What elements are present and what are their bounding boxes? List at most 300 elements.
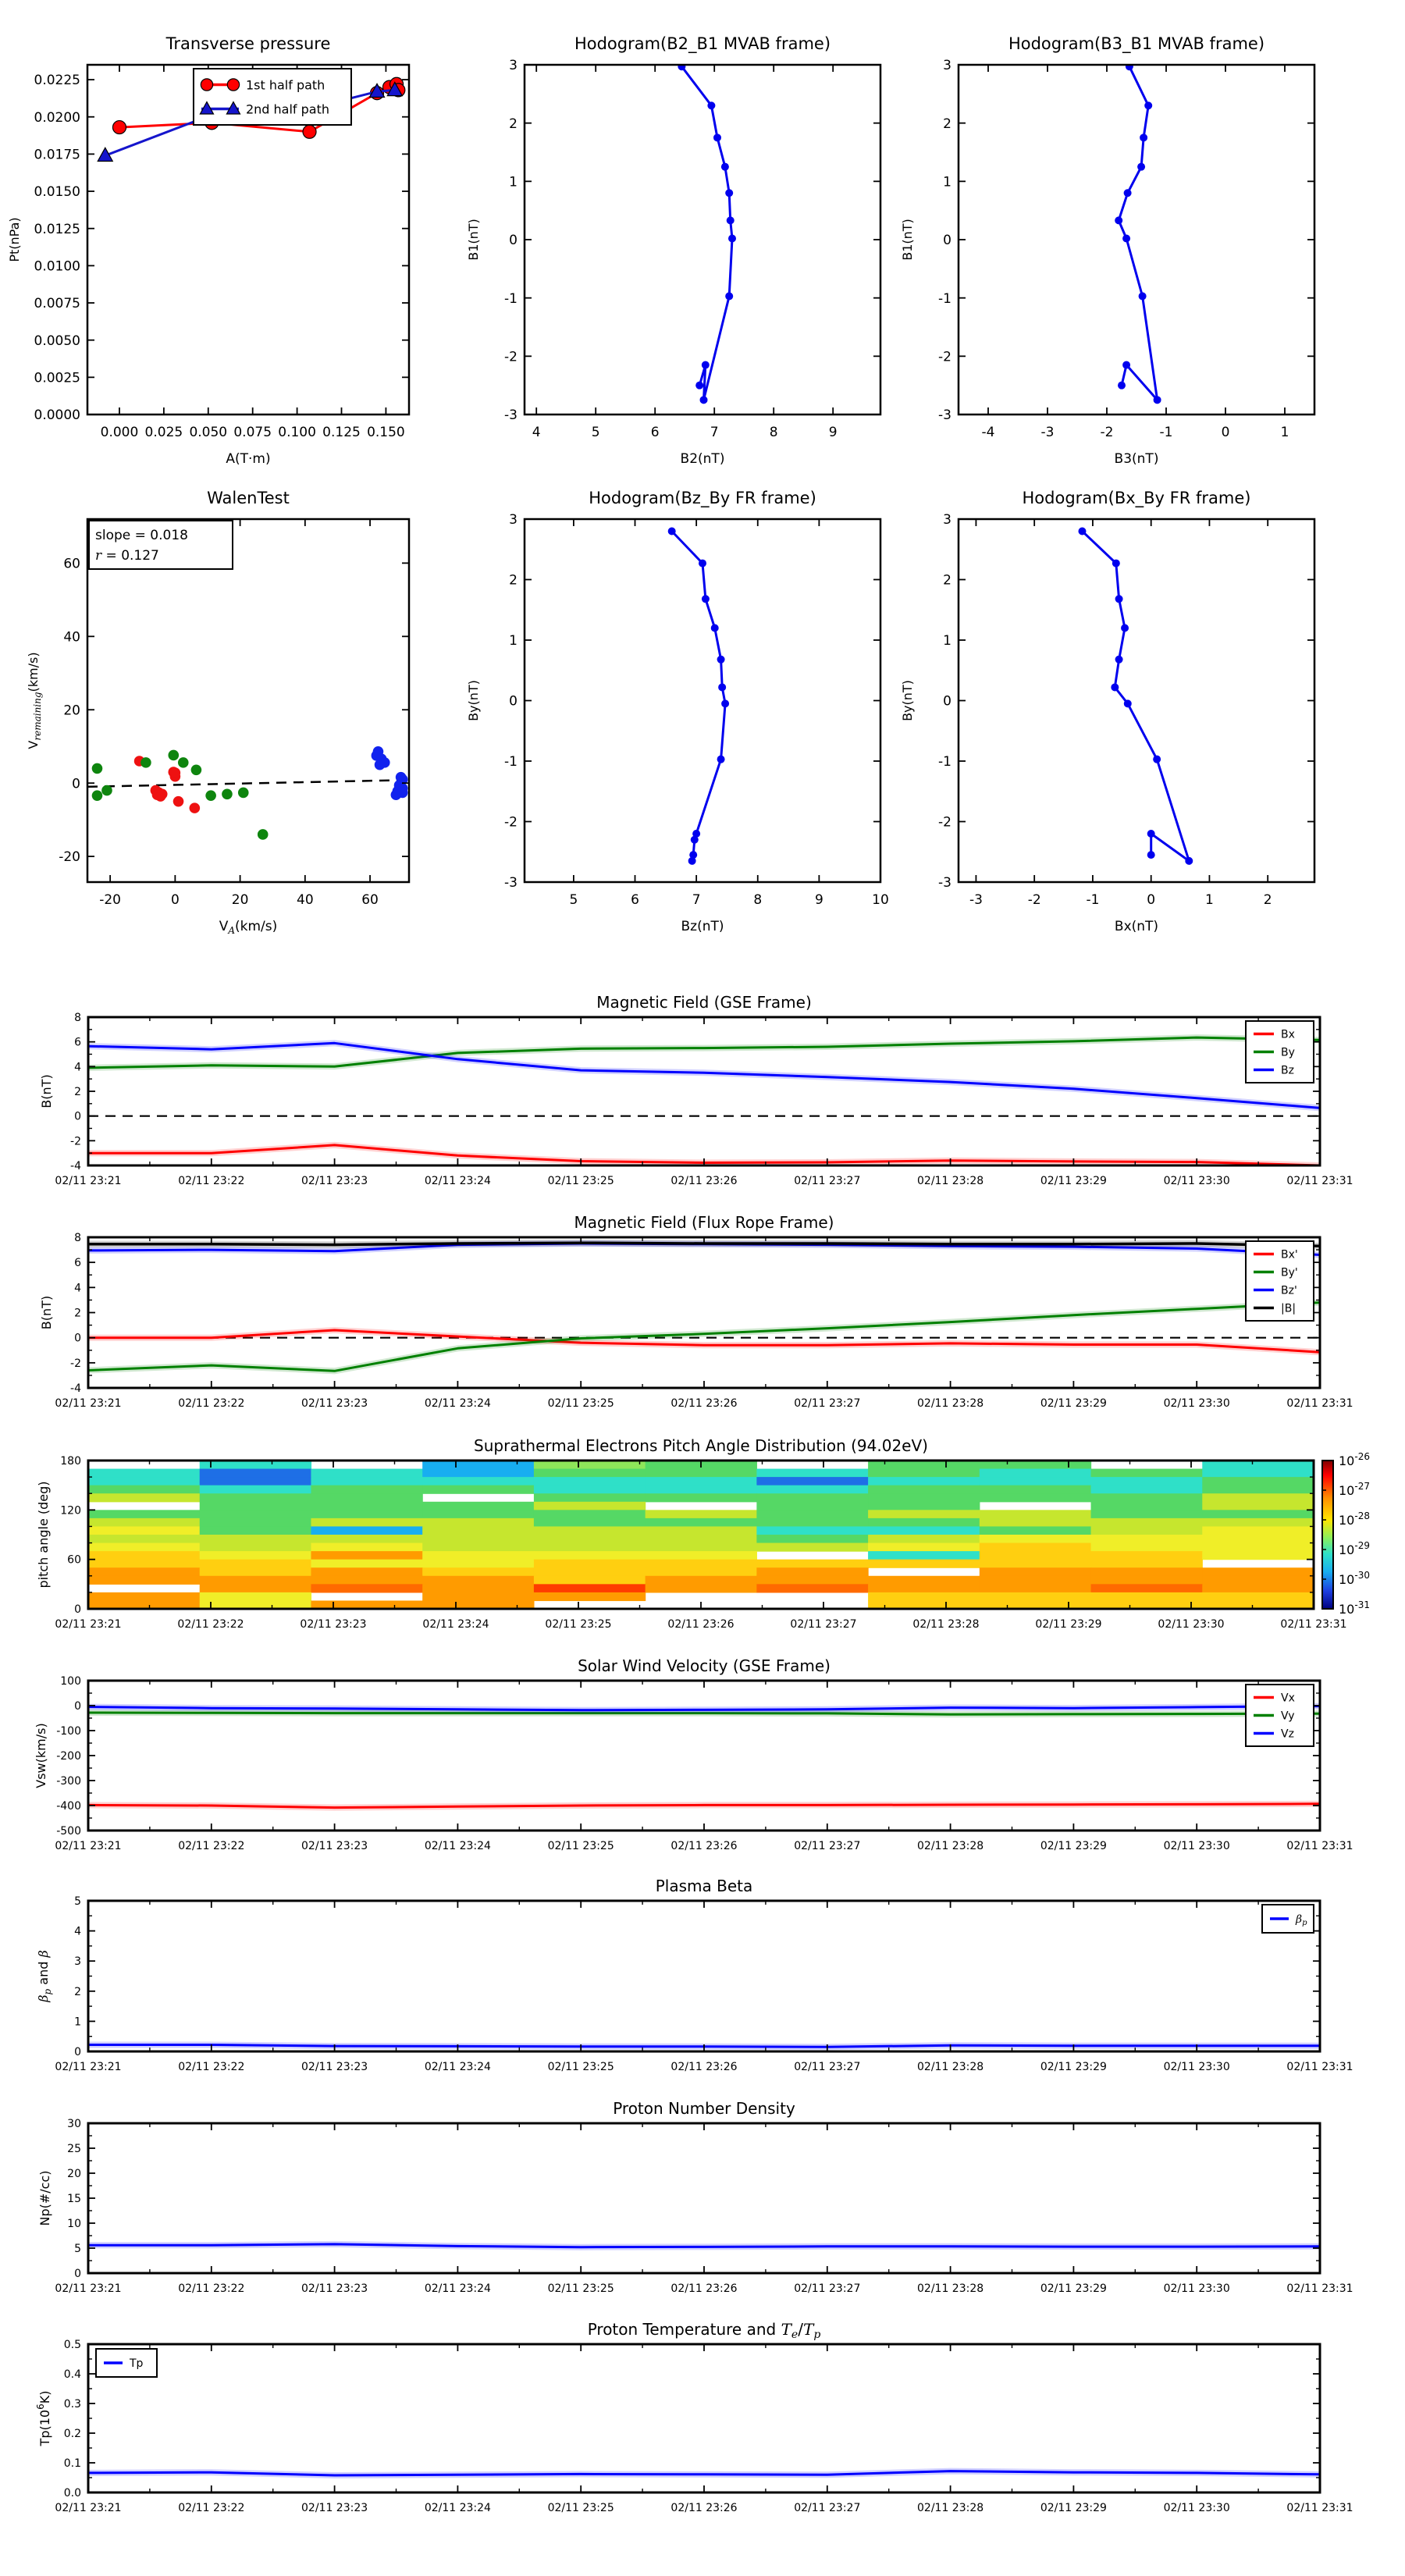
x-tick-label: 7: [692, 892, 701, 908]
y-tick-label: 2: [74, 1086, 81, 1099]
x-tick-label: 2: [1263, 892, 1272, 908]
x-tick-label: 02/11 23:31: [1280, 1618, 1347, 1631]
axis-ticks: [959, 519, 1314, 882]
x-tick-label: 02/11 23:27: [794, 1840, 861, 1852]
chart-title: Proton Number Density: [613, 2099, 795, 2118]
x-axis-label: B2(nT): [680, 451, 725, 467]
x-tick-label: 10: [872, 892, 889, 908]
legend: [1262, 1905, 1314, 1933]
x-tick-label: 02/11 23:30: [1163, 2061, 1230, 2073]
x-tick-label: 02/11 23:28: [917, 1397, 984, 1410]
dashed-reference-line: [87, 780, 409, 787]
svg-text:B(nT): B(nT): [39, 1295, 54, 1330]
y-tick-label: 6: [74, 1036, 81, 1049]
series-B3vsB1: [1115, 62, 1161, 404]
x-axis-label: B3(nT): [1114, 451, 1159, 467]
x-tick-label: 02/11 23:31: [1286, 2282, 1353, 2295]
axes-frame: [525, 65, 880, 415]
panel-hodogram_b3b1: [880, 30, 1405, 485]
y-tick-label: -1: [938, 754, 951, 770]
y-tick-label: 0.0150: [34, 184, 80, 201]
x-tick-label: 02/11 23:24: [424, 1840, 491, 1852]
x-tick-label: 6: [631, 892, 639, 908]
y-tick-label: 0.0000: [34, 407, 80, 424]
y-tick-label: -2: [938, 814, 951, 831]
y-tick-label: 0.2: [63, 2428, 81, 2441]
y-axis-label: [39, 1074, 54, 1108]
y-tick-label: 1: [509, 174, 518, 190]
y-tick-label: 0: [943, 693, 951, 710]
svg-text:Pt(nPa): Pt(nPa): [7, 217, 22, 262]
x-tick-label: 02/11 23:24: [424, 2282, 491, 2295]
svg-text:B1(nT): B1(nT): [900, 219, 915, 261]
x-tick-label: 02/11 23:27: [790, 1618, 857, 1631]
x-tick-label: 02/11 23:23: [301, 1397, 368, 1410]
axes-frame: [959, 65, 1314, 415]
y-tick-label: 1: [74, 2016, 81, 2029]
x-tick-label: 02/11 23:27: [794, 2061, 861, 2073]
panel-hodogram_bxby: [880, 484, 1405, 952]
y-tick-label: 0: [943, 233, 951, 249]
x-tick-label: 02/11 23:21: [55, 1175, 122, 1187]
y-tick-label: 3: [74, 1955, 81, 1969]
y-axis-label: [26, 652, 43, 749]
y-tick-label: -4: [70, 1160, 81, 1173]
x-tick-label: 02/11 23:31: [1286, 1840, 1353, 1852]
panel-pitch_angle: [10, 1425, 1405, 1679]
legend-entry-label: By': [1281, 1266, 1298, 1279]
x-tick-label: 0: [1147, 892, 1156, 908]
y-tick-label: -500: [56, 1825, 81, 1838]
legend-entry-label: Bz': [1281, 1284, 1297, 1297]
x-tick-label: 20: [231, 892, 249, 908]
chart-title: Transverse pressure: [165, 34, 331, 53]
y-tick-label: 0.1: [63, 2457, 81, 2471]
y-axis-label: [900, 680, 915, 721]
axis-tick-labels: [34, 73, 405, 440]
axis-tick-labels: [938, 512, 1272, 908]
y-tick-label: 60: [63, 556, 80, 572]
axis-tick-labels: [938, 58, 1289, 440]
x-tick-label: 02/11 23:22: [177, 1618, 244, 1631]
y-tick-label: 20: [67, 2168, 81, 2181]
chart-title: Hodogram(B2_B1 MVAB frame): [574, 34, 831, 53]
y-tick-label: -2: [504, 814, 518, 831]
legend: [96, 2349, 157, 2377]
y-tick-label: 4: [74, 1061, 81, 1074]
x-tick-label: 02/11 23:22: [178, 1175, 245, 1187]
x-axis-label: A(T·m): [226, 451, 271, 467]
series-BxvsBy: [1078, 528, 1193, 865]
y-axis-label: [35, 2391, 52, 2447]
x-tick-label: 1: [1205, 892, 1214, 908]
y-tick-label: -200: [56, 1750, 81, 1763]
y-tick-label: 0.4: [63, 2368, 81, 2382]
svg-text:B(nT): B(nT): [39, 1074, 54, 1108]
x-tick-label: 02/11 23:27: [794, 1175, 861, 1187]
x-axis-label: $V_A(km/s)$: [219, 919, 278, 936]
y-tick-label: 0.5: [63, 2339, 81, 2352]
x-tick-label: 02/11 23:21: [55, 2502, 122, 2514]
x-tick-label: 0.025: [144, 425, 183, 440]
x-tick-label: 5: [591, 425, 600, 440]
y-tick-label: -100: [56, 1725, 81, 1738]
x-tick-label: 02/11 23:27: [794, 1397, 861, 1410]
x-tick-label: 02/11 23:24: [424, 1397, 491, 1410]
x-tick-label: 0.125: [322, 425, 361, 440]
x-tick-label: -3: [1040, 425, 1055, 440]
y-tick-label: 15: [67, 2193, 81, 2206]
x-tick-label: 02/11 23:22: [178, 1397, 245, 1410]
x-tick-label: 02/11 23:27: [794, 2502, 861, 2514]
y-axis-label: [36, 1950, 53, 2002]
x-tick-label: 02/11 23:24: [424, 2502, 491, 2514]
x-tick-label: 0: [170, 892, 180, 908]
legend: [1246, 1021, 1314, 1083]
y-tick-label: 120: [60, 1504, 81, 1517]
x-tick-label: 02/11 23:24: [424, 1175, 491, 1187]
chart-title: Hodogram(Bx_By FR frame): [1022, 489, 1251, 507]
x-tick-label: 02/11 23:28: [917, 1175, 984, 1187]
y-tick-label: -20: [59, 849, 80, 866]
x-tick-label: 02/11 23:24: [422, 1618, 489, 1631]
y-tick-label: 0.0225: [34, 73, 80, 89]
axes-frame: [88, 1901, 1320, 2051]
series-Vx: [88, 1804, 1320, 1808]
y-tick-label: 0.0175: [34, 147, 80, 163]
x-tick-label: 0.075: [233, 425, 272, 440]
chart-title: Hodogram(Bz_By FR frame): [589, 489, 816, 507]
y-tick-label: 10: [67, 2218, 81, 2231]
x-tick-label: 02/11 23:26: [670, 2502, 738, 2514]
y-tick-label: 5: [74, 2243, 81, 2256]
y-tick-label: 2: [943, 572, 951, 589]
svg-text:B1(nT): B1(nT): [466, 219, 481, 261]
x-tick-label: 0.000: [100, 425, 139, 440]
chart-title: Solar Wind Velocity (GSE Frame): [578, 1656, 831, 1675]
x-tick-label: 02/11 23:30: [1163, 1397, 1230, 1410]
axis-ticks: [88, 2123, 1320, 2273]
svg-text:By(nT): By(nT): [900, 680, 915, 721]
svg-text:Np(#/cc): Np(#/cc): [37, 2170, 52, 2226]
x-tick-label: 02/11 23:29: [1035, 1618, 1102, 1631]
y-tick-label: 0.0125: [34, 221, 80, 237]
x-tick-label: 02/11 23:23: [301, 1175, 368, 1187]
y-tick-label: 1: [943, 633, 951, 649]
y-axis-label: [900, 219, 915, 261]
y-tick-label: -1: [938, 290, 951, 307]
y-axis-label: [37, 2171, 52, 2226]
x-tick-label: 02/11 23:21: [55, 2282, 122, 2295]
series-BzvsBy: [668, 528, 729, 865]
y-tick-label: 0: [74, 2268, 81, 2281]
x-tick-label: 4: [532, 425, 541, 440]
y-tick-label: 40: [63, 629, 80, 646]
x-tick-label: 02/11 23:26: [667, 1618, 735, 1631]
chart-title: Proton Temperature and $T_e/T_p$: [587, 2320, 821, 2341]
x-tick-label: 02/11 23:28: [917, 1840, 984, 1852]
x-tick-label: 9: [828, 425, 838, 440]
y-tick-label: -1: [504, 754, 518, 770]
svg-text:βp and β: $\beta_p$ and β: [36, 1950, 53, 2002]
x-tick-label: 5: [569, 892, 578, 908]
y-tick-label: -300: [56, 1775, 81, 1788]
x-tick-label: 02/11 23:23: [301, 2282, 368, 2295]
chart-title: Suprathermal Electrons Pitch Angle Distribution (94.02eV): [474, 1436, 928, 1455]
y-tick-label: 3: [509, 512, 518, 528]
x-tick-label: 02/11 23:23: [300, 1618, 367, 1631]
legend-entry-label: Tp: [130, 2357, 144, 2371]
svg-text:Tp(106K): $Tp(10^6K)$: [35, 2390, 52, 2446]
svg-text:pitch angle (deg): pitch angle (deg): [36, 1481, 51, 1589]
x-tick-label: 02/11 23:29: [1040, 1840, 1107, 1852]
y-tick-label: 0: [74, 1110, 81, 1123]
x-tick-label: 02/11 23:22: [178, 1840, 245, 1852]
x-tick-label: 02/11 23:30: [1163, 1175, 1230, 1187]
y-tick-label: 60: [67, 1553, 81, 1567]
axis-tick-labels: [504, 512, 889, 908]
y-tick-label: 2: [74, 1985, 81, 1998]
legend-entry-label: Bx: [1281, 1028, 1295, 1041]
y-axis-label: [36, 1481, 51, 1588]
y-tick-label: 0.0100: [34, 258, 80, 275]
y-tick-label: 0: [74, 2046, 81, 2059]
y-tick-label: 8: [74, 1012, 81, 1025]
x-tick-label: 02/11 23:25: [545, 1618, 612, 1631]
x-tick-label: 02/11 23:26: [670, 2282, 738, 2295]
x-tick-label: 9: [814, 892, 823, 908]
x-tick-label: 02/11 23:23: [301, 2061, 368, 2073]
series-Tp: [88, 2471, 1320, 2475]
y-axis-label: [39, 1296, 54, 1329]
x-tick-label: 02/11 23:26: [670, 1840, 738, 1852]
x-tick-label: 02/11 23:22: [178, 2282, 245, 2295]
heatmap-cells: [88, 1461, 1314, 1610]
svg-text:r = 0.127: r = 0.127: [95, 548, 159, 564]
y-tick-label: -1: [504, 290, 518, 307]
y-tick-label: 2: [509, 572, 518, 589]
y-tick-label: 0.0025: [34, 370, 80, 386]
x-tick-label: 02/11 23:29: [1040, 2282, 1107, 2295]
x-tick-label: 02/11 23:29: [1040, 1397, 1107, 1410]
panel-tp: [10, 2309, 1405, 2563]
y-tick-label: 8: [74, 1232, 81, 1245]
chart-title: Magnetic Field (Flux Rope Frame): [574, 1213, 834, 1232]
x-tick-label: 02/11 23:30: [1163, 1840, 1230, 1852]
y-tick-label: 30: [67, 2118, 81, 2131]
y-tick-label: 6: [74, 1257, 81, 1270]
x-tick-label: 02/11 23:25: [547, 2061, 614, 2073]
x-tick-label: 02/11 23:30: [1163, 2282, 1230, 2295]
y-tick-label: 2: [509, 116, 518, 132]
colorbar: [1322, 1451, 1370, 1617]
y-axis-label: [466, 680, 481, 721]
y-tick-label: 0.0200: [34, 109, 80, 126]
y-tick-label: 5: [74, 1895, 81, 1909]
y-tick-label: 0: [509, 233, 518, 249]
axes-frame: [87, 519, 409, 882]
y-tick-label: -3: [504, 407, 518, 424]
series-2ndhalf: [372, 746, 408, 800]
axes-frame: [88, 2123, 1320, 2273]
x-tick-label: 02/11 23:29: [1040, 2061, 1107, 2073]
x-axis-label: Bx(nT): [1114, 919, 1159, 934]
y-tick-label: -3: [504, 875, 518, 891]
x-tick-label: 02/11 23:28: [917, 2282, 984, 2295]
y-tick-label: 4: [74, 1925, 81, 1938]
y-axis-label: [34, 1723, 48, 1788]
y-tick-label: 0.0050: [34, 333, 80, 349]
x-tick-label: 0.100: [278, 425, 316, 440]
legend: [194, 69, 351, 125]
series-B2vsB1: [678, 62, 736, 404]
legend: [1246, 1685, 1314, 1746]
y-tick-label: -400: [56, 1800, 81, 1813]
x-tick-label: 0.050: [189, 425, 228, 440]
x-tick-label: 40: [297, 892, 314, 908]
x-tick-label: 60: [361, 892, 379, 908]
legend-entry-label: By: [1281, 1046, 1295, 1059]
x-tick-label: 02/11 23:25: [547, 1840, 614, 1852]
y-tick-label: -2: [504, 349, 518, 365]
x-tick-label: 02/11 23:28: [912, 1618, 980, 1631]
chart-title: Plasma Beta: [655, 1877, 753, 1895]
y-tick-label: 2: [74, 1307, 81, 1320]
x-tick-label: 7: [710, 425, 719, 440]
x-tick-label: 02/11 23:31: [1286, 1397, 1353, 1410]
x-tick-label: 02/11 23:23: [301, 1840, 368, 1852]
y-tick-label: 0: [74, 1332, 81, 1345]
x-tick-label: 02/11 23:29: [1040, 1175, 1107, 1187]
x-tick-label: 02/11 23:22: [178, 2061, 245, 2073]
legend-entry-label: 1st half path: [245, 77, 325, 93]
x-tick-label: 02/11 23:25: [547, 2502, 614, 2514]
y-tick-label: -4: [70, 1382, 81, 1396]
y-tick-label: 0: [74, 1700, 81, 1713]
legend-entry-label: Vz: [1281, 1727, 1294, 1741]
series-Vz: [88, 1706, 1320, 1710]
y-tick-label: -2: [70, 1135, 81, 1148]
panel-mag_gse: [10, 982, 1405, 1236]
series-Np: [88, 2244, 1320, 2247]
y-tick-label: 3: [943, 58, 951, 74]
x-tick-label: 8: [753, 892, 763, 908]
panel-beta: [10, 1866, 1405, 2122]
svg-text:slope = 0.018: slope = 0.018: [95, 528, 188, 543]
x-tick-label: 02/11 23:31: [1286, 2502, 1353, 2514]
x-tick-label: 02/11 23:31: [1286, 1175, 1353, 1187]
x-tick-label: -2: [1027, 892, 1041, 908]
axis-tick-labels: [59, 556, 379, 908]
x-tick-label: -1: [1086, 892, 1100, 908]
legend-entry-label: |B|: [1281, 1302, 1297, 1315]
legend-entry-label: 2nd half path: [245, 101, 330, 117]
x-tick-label: 02/11 23:29: [1040, 2502, 1107, 2514]
axis-ticks: [88, 1901, 1320, 2051]
x-tick-label: -2: [1100, 425, 1114, 440]
colorbar-tick-label: $10^{-28}$: [1339, 1510, 1370, 1528]
legend-entry-label: Bx': [1281, 1248, 1298, 1261]
x-tick-label: -1: [1159, 425, 1173, 440]
axis-ticks: [525, 65, 880, 415]
panel-mag_fr: [10, 1202, 1405, 1458]
svg-text:Vsw(km/s): Vsw(km/s): [34, 1723, 48, 1788]
legend-entry-label: $\beta_p$: [1296, 1913, 1307, 1928]
series-mid: [92, 750, 269, 840]
y-tick-label: 0.0075: [34, 296, 80, 312]
x-axis-label: Bz(nT): [681, 919, 724, 934]
axis-tick-labels: [504, 58, 838, 440]
x-tick-label: 0.150: [367, 425, 405, 440]
y-tick-label: -3: [938, 407, 951, 424]
chart-title: Magnetic Field (GSE Frame): [596, 993, 812, 1012]
colorbar-tick-label: $10^{-27}$: [1339, 1481, 1370, 1498]
y-tick-label: 25: [67, 2143, 81, 2156]
x-tick-label: 8: [769, 425, 778, 440]
x-tick-label: 02/11 23:26: [670, 2061, 738, 2073]
y-tick-label: 1: [509, 633, 518, 649]
x-tick-label: 02/11 23:25: [547, 2282, 614, 2295]
legend: [1246, 1241, 1314, 1321]
x-tick-label: 02/11 23:25: [547, 1397, 614, 1410]
y-tick-label: 0: [74, 1603, 81, 1617]
legend-entry-label: Vx: [1281, 1692, 1295, 1705]
y-tick-label: 180: [60, 1455, 81, 1468]
stats-annotation: [89, 521, 233, 569]
x-tick-label: 02/11 23:23: [301, 2502, 368, 2514]
legend-entry-label: Vy: [1281, 1710, 1295, 1723]
panel-np: [10, 2088, 1405, 2343]
y-tick-label: 100: [60, 1675, 81, 1688]
y-tick-label: -2: [70, 1357, 81, 1370]
colorbar-tick-label: $10^{-31}$: [1339, 1599, 1370, 1617]
x-tick-label: 02/11 23:25: [547, 1175, 614, 1187]
axis-ticks: [959, 65, 1314, 415]
x-tick-label: 02/11 23:27: [794, 2282, 861, 2295]
series-By: [88, 1037, 1320, 1068]
x-tick-label: 02/11 23:21: [55, 1397, 122, 1410]
y-tick-label: 3: [509, 58, 518, 74]
x-tick-label: 02/11 23:24: [424, 2061, 491, 2073]
x-tick-label: 02/11 23:26: [670, 1397, 738, 1410]
x-tick-label: 02/11 23:21: [55, 1618, 122, 1631]
x-tick-label: 02/11 23:21: [55, 2061, 122, 2073]
x-tick-label: 02/11 23:28: [917, 2502, 984, 2514]
axis-ticks: [87, 519, 409, 882]
colorbar-tick-label: $10^{-30}$: [1339, 1570, 1370, 1587]
y-tick-label: 4: [74, 1282, 81, 1295]
series-Bz: [88, 1043, 1320, 1108]
x-tick-label: -3: [969, 892, 983, 908]
y-tick-label: 1: [943, 174, 951, 190]
chart-title: Hodogram(B3_B1 MVAB frame): [1008, 34, 1265, 53]
x-tick-label: 02/11 23:30: [1163, 2502, 1230, 2514]
y-tick-label: 20: [63, 703, 80, 719]
y-axis-label: [466, 219, 481, 261]
x-tick-label: 02/11 23:28: [917, 2061, 984, 2073]
x-tick-label: -20: [99, 892, 122, 908]
x-tick-label: 02/11 23:31: [1286, 2061, 1353, 2073]
x-tick-label: -4: [981, 425, 995, 440]
x-tick-label: 02/11 23:22: [178, 2502, 245, 2514]
colorbar-tick-label: $10^{-29}$: [1339, 1540, 1370, 1557]
y-tick-label: 2: [943, 116, 951, 132]
x-tick-label: 02/11 23:30: [1158, 1618, 1225, 1631]
x-tick-label: 02/11 23:21: [55, 1840, 122, 1852]
y-tick-label: -3: [938, 875, 951, 891]
chart-title: WalenTest: [207, 489, 290, 507]
y-tick-label: -2: [938, 349, 951, 365]
